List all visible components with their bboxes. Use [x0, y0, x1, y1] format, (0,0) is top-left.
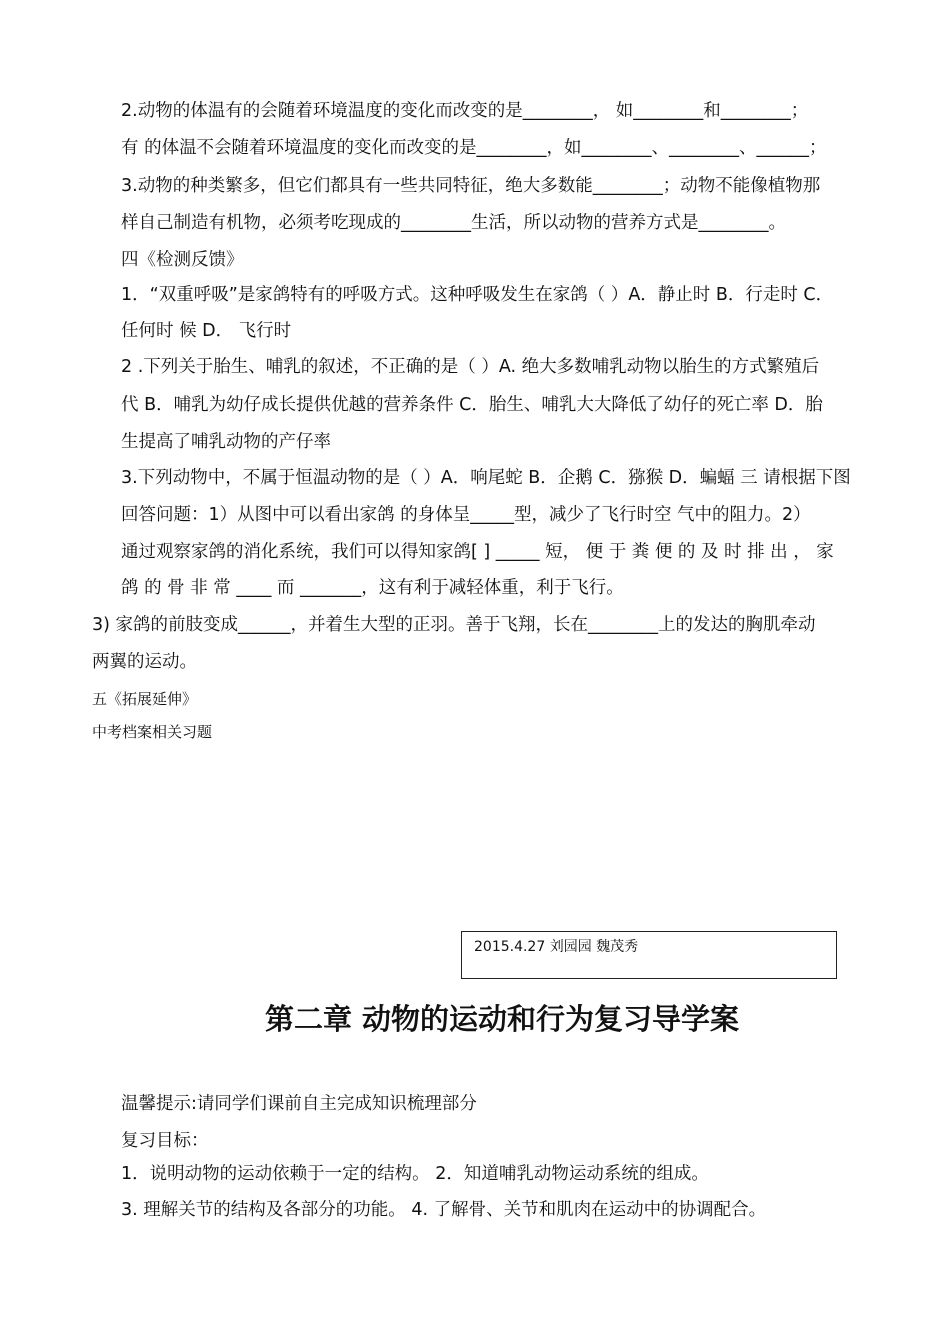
text-line: 两翼的运动。	[92, 652, 197, 672]
text-line: 3.动物的种类繁多，但它们都具有一些共同特征，绝大多数能________；动物不能像植物那	[121, 176, 821, 196]
goals-line: 3. 理解关节的结构及各部分的功能。 4. 了解骨、关节和肌肉在运动中的协调配合。	[121, 1200, 767, 1220]
section-heading: 四《检测反馈》	[121, 250, 244, 270]
text-line: 鸽 的 骨 非 常 ____ 而 _______，这有利于减轻体重，利于飞行。	[121, 578, 624, 598]
text-line: 代 B．哺乳为幼仔成长提供优越的营养条件 C．胎生、哺乳大大降低了幼仔的死亡率 D．胎	[121, 395, 823, 415]
chapter-title: 第二章 动物的运动和行为复习导学案	[264, 1002, 740, 1036]
question-2: 2 .下列关于胎生、哺乳的叙述，不正确的是（ ）A. 绝大多数哺乳动物以胎生的方式繁殖后	[121, 357, 820, 377]
exam-note: 中考档案相关习题	[92, 723, 213, 741]
text-line: 有 的体温不会随着环境温度的变化而改变的是________，如________、________、______；	[121, 138, 827, 158]
text-line: 2.动物的体温有的会随着环境温度的变化而改变的是________， 如________和________；	[121, 101, 809, 121]
question-1: 1．“双重呼吸”是家鸽特有的呼吸方式。这种呼吸发生在家鸽（ ）A．静止时 B．行走时 C．	[121, 285, 834, 305]
section-heading-extension: 五《拓展延伸》	[92, 690, 198, 708]
author-box	[461, 931, 837, 979]
tip-text: 温馨提示:请同学们课前自主完成知识梳理部分	[121, 1094, 477, 1114]
review-heading: 复习目标：	[121, 1131, 209, 1151]
question-3: 3.下列动物中，不属于恒温动物的是（ ）A．响尾蛇 B．企鹅 C．猕猴 D．蝙蝠 三 请根据下图	[121, 468, 851, 488]
text-line: 生提高了哺乳动物的产仔率	[121, 432, 331, 452]
text-line: 3) 家鸽的前肢变成______，并着生大型的正羽。善于飞翔，长在________上的发达的胸肌牵动	[92, 615, 816, 635]
text-line: 样自己制造有机物，必须考吃现成的________生活，所以动物的营养方式是________。	[121, 213, 786, 233]
text-line: 回答问题：1）从图中可以看出家鸽 的身体呈_____型，减少了飞行时空 气中的阻力。2）	[121, 505, 811, 525]
goals-line: 1．说明动物的运动依赖于一定的结构。 2．知道哺乳动物运动系统的组成。	[121, 1164, 709, 1184]
text-line: 通过观察家鸽的消化系统，我们可以得知家鸽[ ] _____ 短， 便 于 粪 便 的 及 时 排 出 ， 家	[121, 542, 834, 562]
text-line: 任何时 候 D． 飞行时	[121, 321, 292, 341]
author-date-text: 2015.4.27 刘园园 魏茂秀	[474, 939, 639, 955]
